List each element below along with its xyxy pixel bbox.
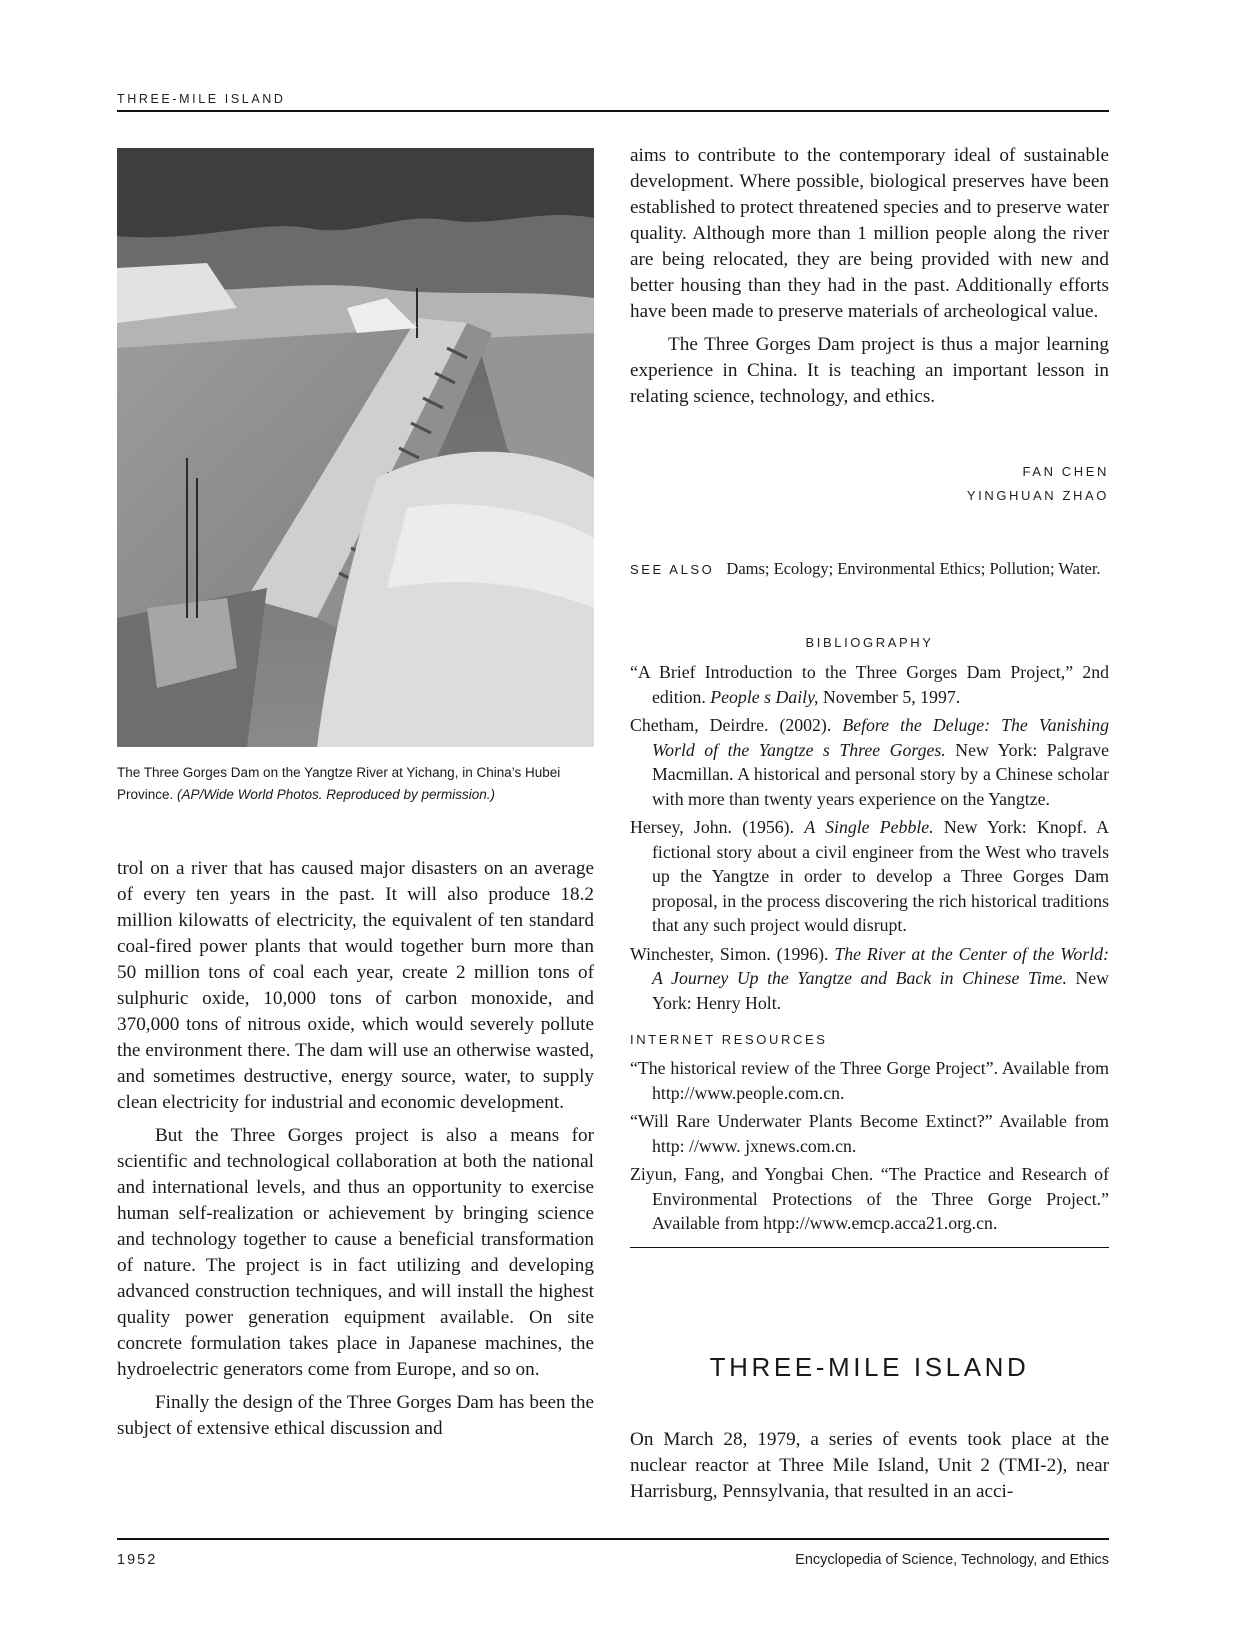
- running-head: THREE-MILE ISLAND: [117, 92, 286, 106]
- dam-photo: [117, 148, 594, 747]
- page-number: 1952: [117, 1552, 158, 1568]
- footer-rule: [117, 1538, 1109, 1540]
- entry-text: November 5, 1997.: [818, 686, 961, 707]
- caption-text: The Three Gorges Dam on the Yangtze River at Yichang, in China’s Hubei Province.: [117, 765, 561, 802]
- body-paragraph: But the Three Gorges project is also a means for scientific and technological collaboration at both the national and international levels, and thus an opportunity to exercise human self-realization or achievement by bringing science and technology together to cause a beneficial transformation of nature. The project is in fact utilizing and developing advanced construction techniques, and will install the highest quality power generation equipment available. On site concrete formulation takes place in Japanese machines, the hydroelectric generators come from Europe, and so on.: [117, 1125, 594, 1380]
- header-rule: [117, 110, 1109, 112]
- caption-credit: (AP/Wide World Photos. Reproduced by permission.): [177, 787, 496, 802]
- bibliography-entry: [630, 660, 1109, 709]
- entry-title: Before the Deluge: The Vanishing World of the Yangtze s Three Gorges.: [652, 715, 1109, 760]
- internet-resources-list: [630, 1056, 1109, 1240]
- publication-title: Encyclopedia of Science, Technology, and Ethics: [795, 1552, 1109, 1568]
- bibliography-entry: [630, 713, 1109, 811]
- see-also: [630, 557, 1109, 582]
- internet-resources-heading: INTERNET RESOURCES: [630, 1032, 828, 1047]
- entry-text: Hersey, John. (1956).: [630, 817, 805, 837]
- internet-resource-entry: “The historical review of the Three Gorge Project”. Available from http://www.people.com.cn.: [630, 1058, 1109, 1103]
- right-column-body: [630, 143, 1109, 410]
- bibliography-heading: BIBLIOGRAPHY: [805, 635, 934, 650]
- entry-title: The River at the Center of the World: A Journey Up the Yangtze and Back in Chinese Time.: [652, 943, 1109, 988]
- body-paragraph: The Three Gorges Dam project is thus a major learning experience in China. It is teaching an important lesson in relating science, technology, and ethics.: [630, 334, 1109, 407]
- entry-text: “A Brief Introduction to the Three Gorges Dam Project,” 2nd edition.: [630, 662, 1109, 707]
- author-name: FAN CHEN: [1022, 464, 1109, 479]
- section-intro: [630, 1427, 1109, 1505]
- section-title: THREE-MILE ISLAND: [709, 1352, 1030, 1382]
- entry-text: New York: Henry Holt.: [652, 968, 1109, 1013]
- body-paragraph: aims to contribute to the contemporary ideal of sustainable development. Where possible, biological preserves have been established to protect threatened species and to preserve water quality. Although more than 1 million people along the river are being relocated, they are being provided with new and better housing than they had in the past. Additionally efforts have been made to preserve materials of archeological value.: [630, 145, 1109, 322]
- see-also-label: SEE ALSO: [630, 562, 715, 577]
- entry-text: New York: Palgrave Macmillan. A historical and personal story by a Chinese scholar with more than twenty years experience on the Yangtze.: [652, 739, 1110, 809]
- bibliography-entry: [630, 942, 1109, 1016]
- author-name: YINGHUAN ZHAO: [966, 488, 1109, 503]
- body-paragraph: trol on a river that has caused major disasters on an average of every ten years in the past. It will also produce 18.2 million kilowatts of electricity, the equivalent of ten standard coal-fired power plants that would together burn more than 50 million tons of coal each year, create 2 million tons of sulphuric oxide, 10,000 tons of carbon monoxide, and 370,000 tons of nitrous oxide, which would severely pollute the environment there. The dam will use an otherwise wasted, and sometimes destructive, energy source, water, to supply clean electricity for industrial and economic development.: [117, 858, 594, 1113]
- entry-text: New York: Knopf. A fictional story about a civil engineer from the West who travels up the Yangtze in order to develop a Three Gorges Dam proposal, in the process discovering the rich historical traditions that any such project would disrupt.: [652, 817, 1109, 935]
- dam-photo-illustration: [117, 148, 594, 747]
- internet-resource-entry: “Will Rare Underwater Plants Become Extinct?” Available from http: //www. jxnews.com.cn.: [630, 1111, 1109, 1156]
- left-column-body: [117, 856, 594, 1442]
- figure-caption: [117, 762, 594, 806]
- entry-text: Chetham, Deirdre. (2002).: [630, 715, 843, 735]
- entry-title: A Single Pebble.: [804, 817, 934, 837]
- internet-resource-entry: Ziyun, Fang, and Yongbai Chen. “The Practice and Research of Environmental Protections of the Three Gorge Project.” Available from htpp://www.emcp.acca21.org.cn.: [630, 1164, 1109, 1233]
- entry-text: Winchester, Simon. (1996).: [630, 943, 835, 964]
- body-paragraph: On March 28, 1979, a series of events took place at the nuclear reactor at Three Mile Island, Unit 2 (TMI-2), near Harrisburg, Pennsylvania, that resulted in an acci-: [630, 1429, 1109, 1502]
- entry-title: People s Daily,: [710, 686, 819, 707]
- see-also-links: Dams; Ecology; Environmental Ethics; Pollution; Water.: [726, 559, 1101, 578]
- section-divider: [630, 1247, 1109, 1248]
- bibliography-entry: [630, 815, 1109, 938]
- body-paragraph: Finally the design of the Three Gorges Dam has been the subject of extensive ethical discussion and: [117, 1392, 594, 1439]
- author-signature: [630, 460, 1109, 508]
- bibliography-list: [630, 660, 1109, 1019]
